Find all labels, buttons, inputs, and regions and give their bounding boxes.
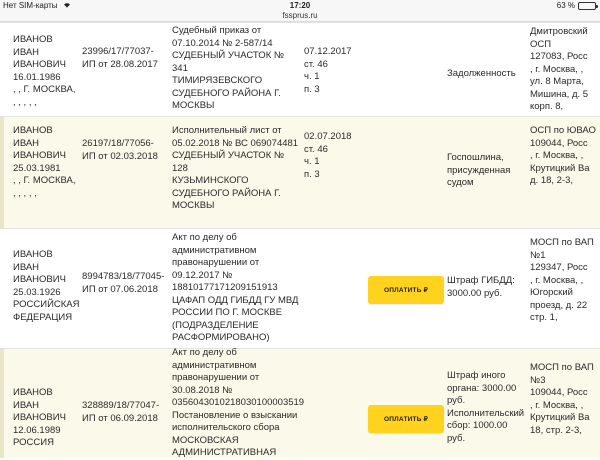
table-row xyxy=(0,228,600,348)
subject-cell: Госпошлина, присужденная судом xyxy=(447,152,511,188)
document-cell: Судебный приказ от 07.10.2014 № 2-587/14 СУДЕБНЫЙ УЧАСТОК № 341 ТИМИРЯЗЕВСКОГО СУДЕБНОГО РАЙОНА Г. МОСКВЫ xyxy=(172,25,285,111)
end-date-cell: 02.07.2018 ст. 46 ч. 1 п. 3 xyxy=(304,131,352,180)
department-cell: Дмитровский ОСП 127083, Росс , г. Москва, , ул. 8 Марта, Мишина, д. 5 корп. 8, xyxy=(530,26,589,112)
end-date-cell: 07.12.2017 ст. 46 ч. 1 п. 3 xyxy=(304,46,352,95)
battery-status xyxy=(557,1,596,10)
clock: 17:20 xyxy=(289,1,311,10)
subject-cell: Штраф иного органа: 3000.00 руб. Исполнительский сбор: 1000.00 руб. xyxy=(447,370,525,444)
table-row xyxy=(0,116,600,228)
subject-cell: Штраф ГИБДД: 3000.00 руб. xyxy=(447,275,515,299)
row-accent xyxy=(0,117,4,228)
pay-button[interactable]: ОПЛАТИТЬ ₽ xyxy=(368,405,444,433)
document-cell: Исполнительный лист от 05.02.2018 № ВС 069074481 СУДЕБНЫЙ УЧАСТОК № 128 КУЗЬМИНСКОГО СУДЕБНОГО РАЙОНА Г. МОСКВЫ xyxy=(172,125,299,211)
debtor-cell: ИВАНОВ ИВАН ИВАНОВИЧ 25.03.1981 , , Г. МОСКВА, , , , , , xyxy=(13,125,76,199)
subject-cell: Задолженность xyxy=(447,68,516,79)
debtor-cell: ИВАНОВ ИВАН ИВАНОВИЧ 12.06.1989 РОССИЯ xyxy=(13,387,66,448)
pay-button[interactable]: ОПЛАТИТЬ ₽ xyxy=(368,276,444,304)
department-cell: МОСП по ВАП №1 129347, Росс , г. Москва, , Югорский проезд, д. 22 стр. 1, xyxy=(530,237,594,323)
case-number-cell: 26197/18/77056- ИП от 02.03.2018 xyxy=(82,138,158,162)
case-number-cell: 328889/18/77047- ИП от 06.09.2018 xyxy=(82,400,160,424)
address-bar[interactable]: fssprus.ru xyxy=(0,11,600,22)
debtor-cell: ИВАНОВ ИВАН ИВАНОВИЧ 16.01.1986 , , Г. МОСКВА, , , , , , xyxy=(13,34,76,108)
case-number-cell: 23996/17/77037- ИП от 28.08.2017 xyxy=(82,46,158,70)
department-cell: ОСП по ЮВАО 109044, Росс , г. Москва, , Крутицкий Ва д. 18, 2-3, xyxy=(530,125,596,186)
department-cell: МОСП по ВАП №3 109044, Росс , г. Москва, , Крутицкий Ва 18, стр. 2-3, xyxy=(530,362,594,436)
status-bar xyxy=(0,0,600,11)
table-row xyxy=(0,22,600,116)
debtor-cell: ИВАНОВ ИВАН ИВАНОВИЧ 25.03.1926 РОССИЙСКАЯ ФЕДЕРАЦИЯ xyxy=(13,249,80,323)
battery-percent: 63 % xyxy=(556,1,575,10)
case-number-cell: 8994783/18/77045- ИП от 07.06.2018 xyxy=(82,271,165,295)
carrier-label: Нет SIM-карты xyxy=(3,1,58,10)
table-row xyxy=(0,348,600,458)
document-cell: Акт по делу об административном правонарушении от 30.08.2018 № 0356043010218030100003519 Постановление о взыскании исполнительского сбора МОСКОВСКАЯ АДМИНИСТРАТИВНАЯ xyxy=(172,347,305,458)
battery-icon xyxy=(578,2,596,10)
document-cell: Акт по делу об административном правонарушении от 09.12.2017 № 18810177171209151913 ЦАФАП ОДД ГИБДД ГУ МВД РОССИИ ПО Г. МОСКВЕ (ПОДРАЗДЕЛЕНИЕ РАСФОРМИРОВАНО) xyxy=(172,232,299,343)
row-accent xyxy=(0,349,4,458)
